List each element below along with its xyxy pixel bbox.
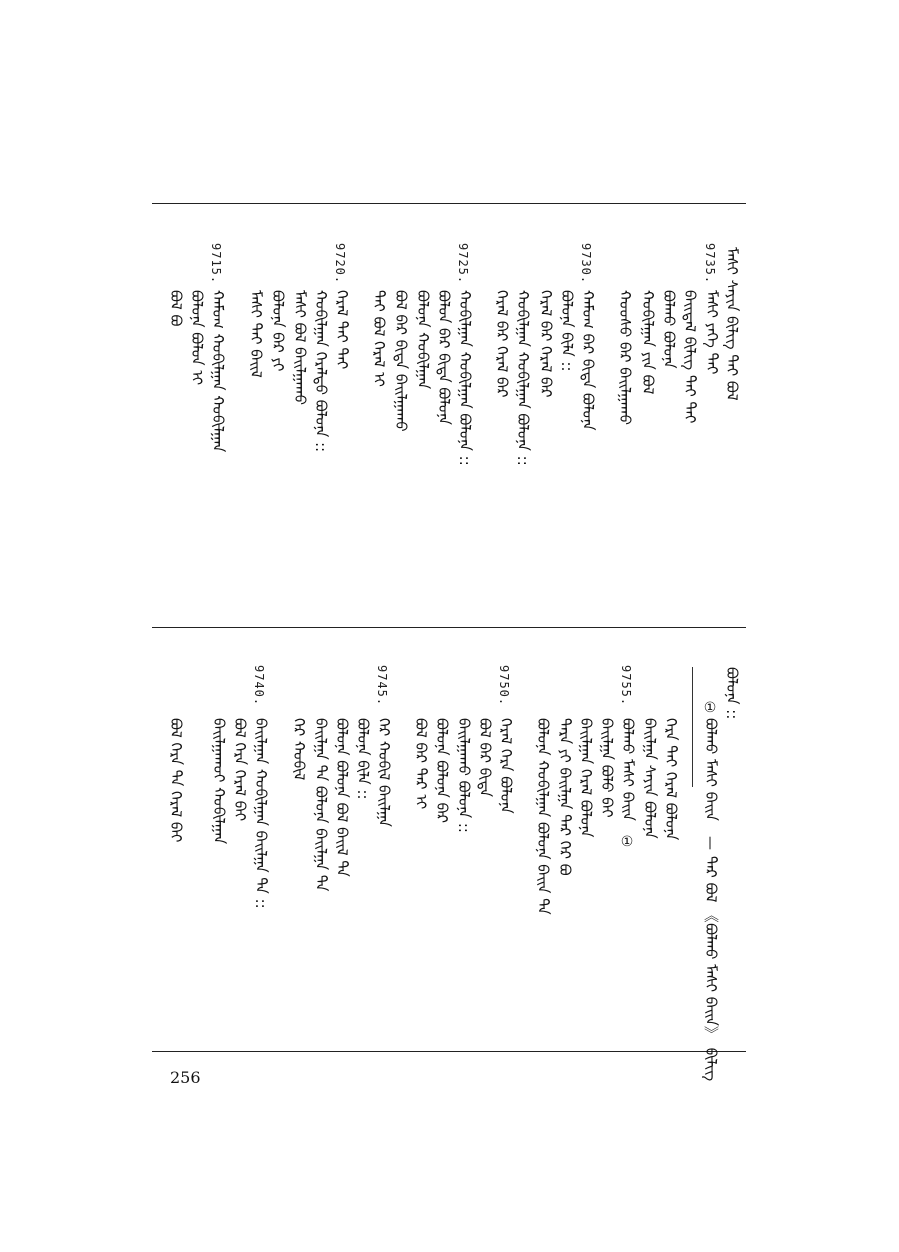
text-line: ᠪᠠᠢᠯᠭᠠ ᠲᠡ ᠪᠣᠯᠤᠨᠠ ᠪᠠᠢᠯᠭᠠ ᠲᠡ <box>312 718 330 892</box>
text-line: ᠭᠡᠷᠡᠯ ᠪᠡᠷ ᠭᠡᠷᠡᠯ ᠪᠡᠷ <box>537 290 555 398</box>
text-line: ᠪᠣᠯᠤᠨᠠ ᠪᠢᠯᠡ :: <box>354 718 372 800</box>
text-line: ᠭᠡᠷᠡᠯ ᠲᠠᠢ ᠲᠠᠢ <box>333 290 351 370</box>
text-line: ᠬᠤᠪᠢᠯᠭᠠᠨ ᠶᠢᠨ ᠪᠣᠯ <box>639 290 657 395</box>
text-line: ᠪᠣᠯ ᠪᠡᠷ ᠲᠡᠷ ᠢ <box>412 718 430 810</box>
text-line: ᠬᠣᠪᠢᠯᠭᠠᠨ ᠭᠡᠷᠡᠯᠲᠦ ᠪᠣᠯᠤᠨᠠ :: <box>312 290 330 453</box>
page-number: 256 <box>170 1068 201 1087</box>
footnote-marker: ① <box>702 700 718 716</box>
footnote-rule <box>692 667 693 787</box>
text-line: ᠭᠡᠷᠡ ᠲᠠᠢ ᠭᠡᠷᠡᠯ ᠪᠣᠯᠤᠨᠠ <box>662 718 680 841</box>
text-line: ᠪᠣᠯᠬᠤ ᠮᠠᠰᠢ ᠪᠠᠢᠨ <box>619 718 637 821</box>
text-line: ᠬᠣᠣᠰᠣ ᠪᠡᠷ ᠪᠠᠢᠯᠭᠠᠬᠤ <box>616 290 634 426</box>
text-line: ᠪᠣᠯᠤᠨᠠ ᠪᠡᠷ ᠶᠢ <box>269 290 287 372</box>
text-line: ᠭᠡᠷᠡᠯ ᠪᠡᠷ ᠭᠡᠷᠡᠯ ᠪᠡᠷ <box>493 290 511 398</box>
verse-number: 9715. <box>209 243 223 285</box>
verse-number: 9735. <box>703 243 717 285</box>
text-line: ᠪᠠᠢᠯᠭᠠ ᠰᠠᠶᠢᠨ ᠪᠣᠯᠤᠨᠠ <box>641 718 659 839</box>
text-line: ᠬᠣᠪᠢᠯᠭᠠᠨ ᠬᠣᠪᠢᠯᠭᠠᠨ ᠪᠣᠯᠤᠨᠠ :: <box>514 290 532 466</box>
text-line: ᠮᠠᠰᠢ ᠪᠣᠯ ᠪᠠᠢᠯᠭᠠᠬᠤ <box>291 290 309 405</box>
footnote-text: ᠪᠣᠯᠬᠤ ᠮᠠᠰᠢ ᠪᠠᠢᠨ <box>702 718 720 821</box>
text-line: ᠮᠠᠰᠢ ᠰᠠᠶᠢᠨ ᠪᠢᠯᠢᠭ ᠲᠠᠢ ᠪᠣᠯ <box>723 247 741 401</box>
verse-number: 9750. <box>497 665 511 707</box>
text-line: ᠪᠠᠢᠯᠭᠠ ᠪᠣᠯᠤ ᠪᠠᠢ <box>598 718 616 818</box>
text-line: ᠪᠣᠯᠤᠨᠠ ᠪᠣᠯᠤᠨᠠ ᠪᠡᠷ <box>433 718 451 824</box>
text-line: ᠪᠣᠯᠤᠨᠠ ᠬᠣᠪᠢᠯᠭᠠᠨ ᠪᠣᠯᠤᠨᠠ ᠪᠠᠢᠨ ᠲᠠ <box>534 718 552 915</box>
top-rule <box>152 203 746 204</box>
text-line: ᠪᠣᠯ ᠭᠡᠷᠡ ᠭᠡᠷᠡᠯ ᠪᠠᠢ <box>231 718 249 822</box>
text-line: ᠪᠠᠢᠯᠭᠠᠬᠤ ᠪᠣᠯᠤᠨᠠ :: <box>455 718 473 833</box>
text-line: ᠪᠠᠢᠯᠭᠠᠨ ᠭᠡᠷᠡᠯ ᠪᠣᠯᠤᠨᠠ <box>577 718 595 838</box>
text-line: ᠪᠣᠯᠤᠨ ᠪᠡᠷ ᠪᠢᠳᠡ ᠪᠣᠯᠤᠨᠠ <box>435 290 453 425</box>
text-line: ᠮᠠᠰᠢ ᠲᠠᠢ ᠪᠠᠢᠯ <box>247 290 265 378</box>
verse-number: 9745. <box>375 665 389 707</box>
text-line: ᠪᠣᠯᠤᠨᠠ ᠪᠣᠯᠤᠨ ᠢ <box>188 290 206 386</box>
text-line: ᠲᠡᠷᠡ ᠶᠢ ᠪᠠᠢᠯᠭᠠ ᠲᠡᠷ ᠭᠡᠷ ᠪᠣ <box>556 718 574 876</box>
text-line: ᠬᠠᠮᠤᠭ ᠪᠠᠷ ᠪᠢᠳᠡ ᠪᠣᠯᠤᠨᠠ <box>579 290 597 431</box>
text-line: ᠪᠣᠯᠤᠨᠠ :: <box>723 667 741 720</box>
verse-number: 9730. <box>579 243 593 285</box>
verse-number: 9725. <box>456 243 470 285</box>
text-line: ᠬᠠᠮᠤᠭ ᠬᠣᠪᠢᠯᠭᠠᠨ ᠬᠣᠪᠢᠯᠭᠠᠨ <box>209 290 227 453</box>
text-line: ᠪᠣᠯ ᠭᠡᠷᠡ ᠲᠡ ᠭᠡᠷᠡᠯ ᠪᠠᠢ <box>167 718 185 843</box>
middle-rule <box>152 627 746 628</box>
text-line: ᠭᠡᠷᠡᠯ ᠭᠡᠷᠡ ᠪᠣᠯᠤᠨᠠ <box>497 718 515 814</box>
text-line: ᠪᠣᠯ ᠪᠣ <box>167 290 185 327</box>
text-line: ᠪᠣᠯᠤᠨᠠ ᠪᠢᠯᠡ :: <box>558 290 576 372</box>
footnote-dash: — <box>702 836 718 850</box>
verse-number: 9755. <box>619 665 633 707</box>
bottom-rule <box>152 1051 746 1052</box>
footnote-text: ᠲᠡᠷ ᠪᠣᠯ 《ᠪᠣᠯᠬᠤ ᠮᠠᠰᠢ ᠪᠠᠢᠨ》 ᠪᠢᠯᠢᠭ <box>702 856 720 1082</box>
text-line: ᠲᠠᠢ ᠪᠣᠯ ᠭᠡᠷᠡᠯ ᠢ <box>370 290 388 387</box>
footnote-reference: ① <box>619 834 635 850</box>
text-line: ᠪᠣᠯ ᠪᠡᠷ ᠪᠢᠳᠡ ᠪᠠᠢᠯᠭᠠᠬᠤ <box>392 290 410 432</box>
text-line: ᠪᠣᠯ ᠪᠡᠷ ᠪᠢᠳᠡ <box>476 718 494 798</box>
text-line: ᠪᠠᠢᠳᠠᠯ ᠪᠢᠯᠢᠭ ᠲᠠᠢ ᠲᠠᠢ <box>681 290 699 424</box>
text-line: ᠭᠡᠷ ᠬᠣᠪᠢᠯ <box>290 718 308 781</box>
text-line: ᠭᠡᠷ ᠬᠣᠪᠢᠯ ᠪᠠᠢᠯᠭᠠ <box>375 718 393 827</box>
verse-number: 9720. <box>333 243 347 285</box>
text-line: ᠮᠠᠰᠢ ᠶᠡᠬᠡ ᠲᠠᠢ <box>703 290 721 375</box>
text-line: ᠪᠣᠯᠤᠨᠠ ᠬᠣᠪᠢᠯᠭᠠᠨ <box>414 290 432 390</box>
text-line: ᠪᠣᠯᠤᠨᠠ ᠪᠣᠯᠤᠨᠠ ᠪᠣᠯ ᠪᠠᠢᠯ ᠲᠡ <box>333 718 351 877</box>
text-line: ᠪᠠᠢᠯᠭᠠᠨ ᠬᠣᠪᠢᠯᠭᠠᠨ ᠪᠠᠢᠯᠭᠠ ᠲᠡ :: <box>252 718 270 909</box>
text-line: ᠪᠣᠯᠬᠤ ᠪᠣᠯᠤᠨᠠ <box>660 290 678 369</box>
verse-number: 9740. <box>252 665 266 707</box>
text-line: ᠪᠠᠢᠯᠭᠠᠬᠤᠢ ᠬᠣᠪᠢᠯᠭᠠᠨ <box>210 718 228 845</box>
text-line: ᠬᠣᠪᠢᠯᠭᠠᠨ ᠬᠣᠪᠢᠯᠭᠠᠨ ᠪᠣᠯᠤᠨᠠ :: <box>456 290 474 466</box>
